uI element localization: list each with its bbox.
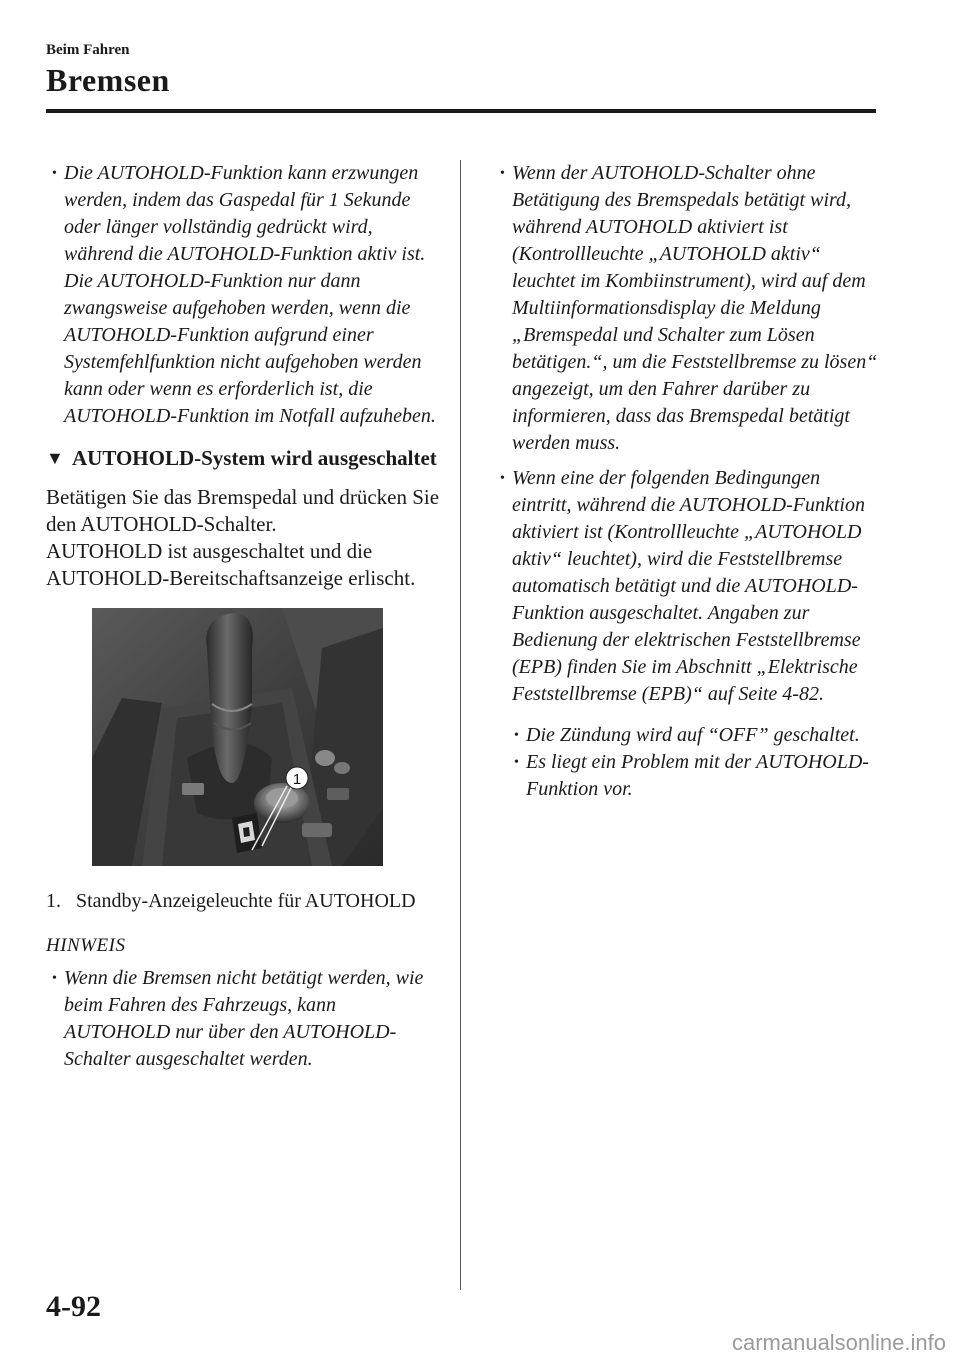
page-number: 4-92 <box>46 1290 101 1323</box>
bullet-text: Es liegt ein Problem mit der AUTOHOLD-Funktion vor. <box>526 751 869 800</box>
bullet-dot-icon: • <box>500 471 505 486</box>
column-divider <box>460 160 461 1290</box>
triangle-down-icon: ▼ <box>46 448 64 468</box>
paragraph: Betätigen Sie das Bremspedal und drücken Sie den AUTOHOLD-Schalter. <box>46 485 440 536</box>
caption-text: Standby-Anzeigeleuchte für AUTOHOLD <box>76 890 416 912</box>
bullet-dot-icon: • <box>52 166 57 181</box>
left-column <box>46 160 446 1073</box>
page-title: Bremsen <box>46 62 170 98</box>
section-heading <box>46 444 446 472</box>
sub-list-item <box>494 722 884 749</box>
watermark: carmanualsonline.info <box>731 1330 946 1355</box>
gear-console-photo <box>92 608 383 866</box>
bullet-dot-icon: • <box>52 971 57 986</box>
bullet-text: Die Zündung wird auf “OFF” geschaltet. <box>526 724 860 746</box>
bullet-text: Wenn eine der folgenden Bedingungen eintritt, während die AUTOHOLD-Funktion aktiviert ist (Kontrollleuchte „AUTOHOLD aktiv“ leuchtet), wird die Feststellbremse automatisch betätigt und die AUTOHOLD-Funktion ausgeschaltet. Angaben zur Bedienung der elektrischen Feststellbremse (EPB) finden Sie im Abschnitt „Elektrische Feststellbremse (EPB)“ auf Seite 4-82. <box>512 467 865 705</box>
header-rule <box>46 109 876 113</box>
list-item <box>494 160 884 457</box>
bullet-dot-icon: • <box>514 728 519 743</box>
bullet-dot-icon: • <box>514 755 519 770</box>
caption-number: 1. <box>46 890 61 912</box>
paragraph: AUTOHOLD ist ausgeschaltet und die AUTOHOLD-Bereitschaftsanzeige erlischt. <box>46 539 416 590</box>
gear-console-illustration <box>92 608 383 866</box>
list-item <box>46 965 446 1073</box>
bullet-text: Wenn der AUTOHOLD-Schalter ohne Betätigung des Bremspedals betätigt wird, während AUTOHOLD aktiviert ist (Kontrollleuchte „AUTOHOLD aktiv“ leuchtet im Kombiinstrument), wird auf dem Multiinformationsdisplay die Meldung „Bremspedal und Schalter zum Lösen betätigen.“, um die Feststellbremse zu lösen“ angezeigt, um den Fahrer darüber zu informieren, dass das Bremspedal betätigt werden muss. <box>512 162 878 454</box>
note-label: HINWEIS <box>46 935 126 956</box>
list-item <box>494 465 884 708</box>
callout-number: 1 <box>292 771 302 788</box>
section-heading-text: AUTOHOLD-System wird ausgeschaltet <box>72 446 437 470</box>
bullet-dot-icon: • <box>500 166 505 181</box>
list-item <box>46 160 446 430</box>
bullet-text: Wenn die Bremsen nicht betätigt werden, wie beim Fahren des Fahrzeugs, kann AUTOHOLD nur über den AUTOHOLD-Schalter ausgeschaltet werden. <box>64 967 424 1070</box>
bullet-text: Die AUTOHOLD-Funktion kann erzwungen werden, indem das Gaspedal für 1 Sekunde oder länger vollständig gedrückt wird, während die AUTOHOLD-Funktion aktiv ist. Die AUTOHOLD-Funktion nur dann zwangsweise aufgehoben werden, wenn die AUTOHOLD-Funktion aufgrund einer Systemfehlfunktion nicht aufgehoben werden kann oder wenn es erforderlich ist, die AUTOHOLD-Funktion im Notfall aufzuheben. <box>64 162 436 427</box>
right-column <box>494 160 884 803</box>
section-label: Beim Fahren <box>46 42 130 58</box>
sub-list-item <box>494 749 884 803</box>
figure-caption <box>46 888 446 915</box>
